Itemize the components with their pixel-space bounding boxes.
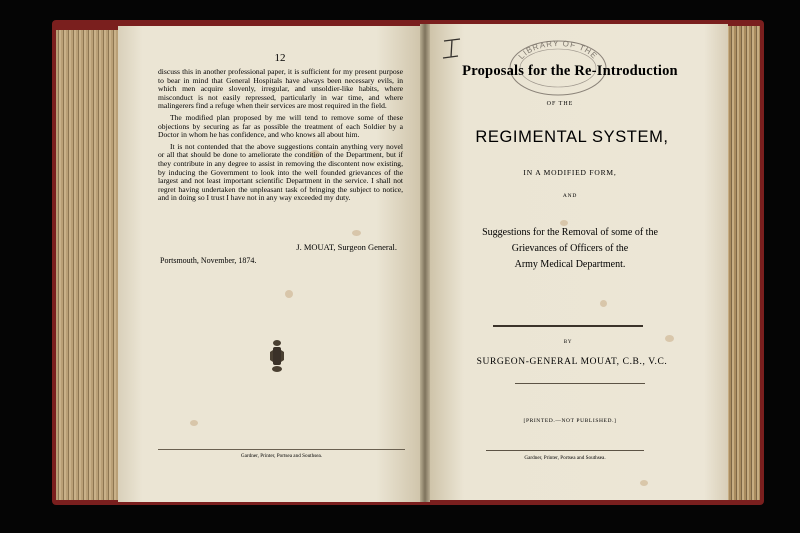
page-edges-right bbox=[724, 26, 760, 500]
printer-ornament-icon bbox=[268, 338, 286, 374]
svg-text:LIBRARY OF THE: LIBRARY OF THE bbox=[516, 38, 600, 61]
foxing-spot bbox=[640, 480, 648, 486]
foxing-spot bbox=[600, 300, 607, 307]
author: SURGEON-GENERAL MOUAT, C.B., V.C. bbox=[476, 357, 668, 367]
foxing-spot bbox=[665, 335, 674, 342]
foxing-spot bbox=[352, 230, 361, 236]
suggestions-line: Suggestions for the Removal of some of the bbox=[482, 227, 658, 238]
foxing-spot bbox=[285, 290, 293, 298]
book-gutter bbox=[420, 24, 430, 502]
subtitle-modified: IN A MODIFIED FORM, bbox=[523, 168, 617, 177]
suggestions-block bbox=[446, 225, 694, 273]
handwritten-mark-text: I bbox=[438, 36, 439, 37]
printer-imprint: Gardner, Printer, Portsea and Southsea. bbox=[240, 453, 323, 459]
by-text: BY bbox=[563, 340, 573, 345]
foxing-spot bbox=[190, 420, 198, 426]
footer-rule bbox=[158, 449, 405, 450]
page-edges-left bbox=[56, 30, 120, 500]
title-rule bbox=[493, 325, 643, 327]
paragraph: discuss this in another professional paper, it is sufficient for my present purpose to bear in mind that General Hospitals have always been necessary evils, in which men acquire slovenly, irregular, and unsoldier-like habits, where misconduct is not easily repressed, particularly in war time, and where malingerers find a refuge when their services are most required in the field. bbox=[158, 67, 403, 111]
place-date: Portsmouth, November, 1874. bbox=[160, 256, 257, 265]
printer-imprint: Gardner, Printer, Portsea and Southsea. bbox=[524, 455, 606, 461]
suggestions-line: Grievances of Officers of the bbox=[511, 243, 629, 254]
of-the: OF THE bbox=[546, 101, 574, 107]
author-rule bbox=[515, 383, 645, 384]
body-text bbox=[158, 68, 403, 206]
footer-rule bbox=[486, 450, 644, 451]
printed-note: [PRINTED.—NOT PUBLISHED.] bbox=[523, 418, 617, 424]
suggestions-line: Army Medical Department. bbox=[514, 259, 626, 270]
title-proposals: Proposals for the Re-Introduction bbox=[462, 63, 678, 79]
main-title: REGIMENTAL SYSTEM, bbox=[475, 128, 669, 146]
page-number: 12 bbox=[274, 52, 286, 64]
and-text: AND bbox=[562, 193, 578, 199]
handwritten-mark bbox=[438, 36, 466, 62]
signature: J. MOUAT, Surgeon General. bbox=[296, 242, 397, 252]
paragraph: The modified plan proposed by me will tend to remove some of these objections by securing as far as possible the treatment of each Soldier by a Doctor in whom he has confidence, and who knows all about him. bbox=[158, 112, 403, 140]
paragraph: It is not contended that the above suggestions contain anything very novel or all that should be done to ameliorate the condition of the Department, but if they contribute in any degree to assist in removing the discontent now existing, by inducing the Government to look into the well founded grievances of the largest and not least important scientific Department in the service. I shall not regret having undertaken the unpleasant task of bringing the subject to notice, and in doing so I trust I have not in any way exceeded my duty. bbox=[158, 141, 403, 203]
